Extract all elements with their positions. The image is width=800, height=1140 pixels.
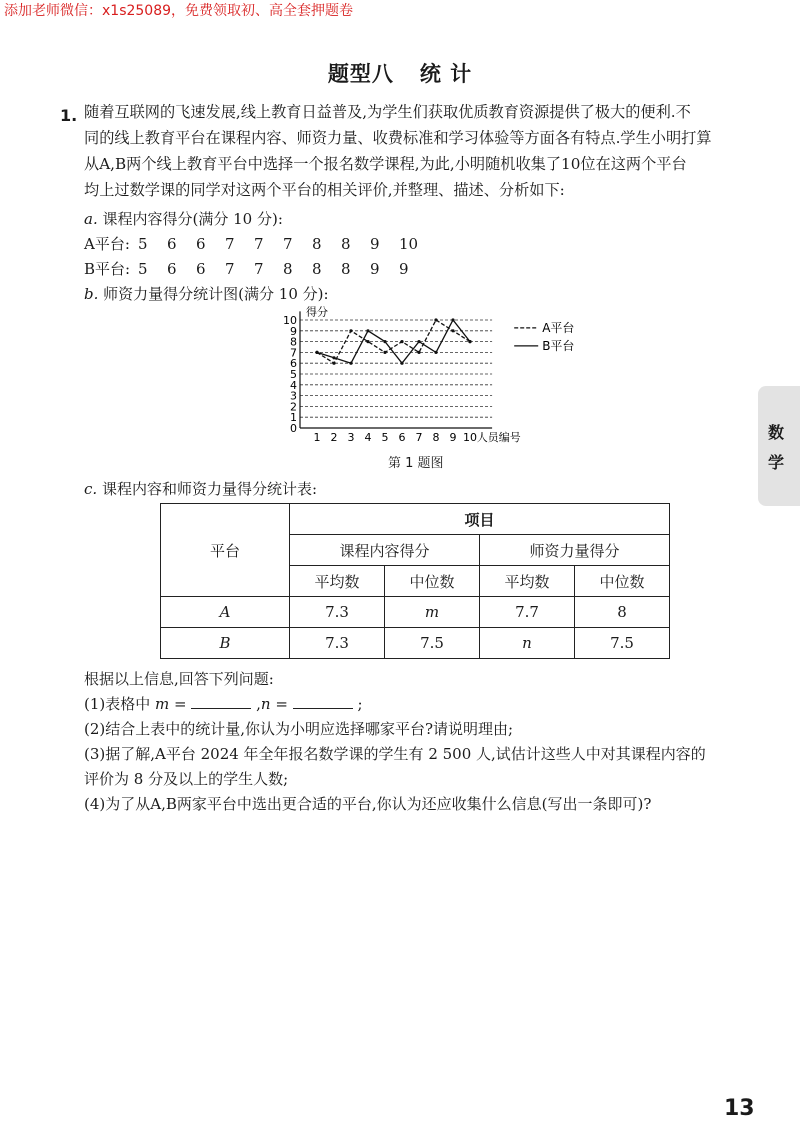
- part-c-heading: [84, 478, 317, 499]
- part-c-label: c.: [84, 480, 98, 498]
- question-number: 1.: [60, 106, 78, 125]
- q1-end: ;: [352, 695, 363, 713]
- a-score: 5: [138, 235, 148, 253]
- row-teacher-mean: n: [480, 628, 575, 659]
- q1-var-n: n: [260, 695, 271, 713]
- b-score: 8: [312, 260, 322, 278]
- intro-line-2: 同的线上教育平台在课程内容、师资力量、收费标准和学习体验等方面各有特点.学生小明打算: [84, 129, 712, 147]
- data-point: [451, 318, 454, 321]
- stats-table: [160, 503, 670, 659]
- b-score: 5: [138, 260, 148, 278]
- q1-prefix: (1)表格中: [84, 695, 156, 713]
- sub-question-1: [84, 693, 363, 714]
- table-row: [161, 628, 670, 659]
- part-c-title: 课程内容和师资力量得分统计表:: [101, 480, 318, 498]
- section-title: [0, 58, 800, 88]
- a-score: 9: [370, 235, 380, 253]
- data-point: [366, 340, 369, 343]
- part-b-heading: [84, 283, 329, 304]
- row-teacher-median: 7.5: [575, 628, 670, 659]
- x-tick-label: 9: [449, 431, 457, 444]
- table-header-platform: 平台: [161, 504, 290, 597]
- col-content-median: 中位数: [385, 566, 480, 597]
- y-tick-label: 2: [290, 400, 297, 414]
- row-content-median: 7.5: [385, 628, 480, 659]
- col-content-mean: 平均数: [290, 566, 385, 597]
- a-scores-row: [84, 233, 428, 254]
- table-header-content: 课程内容得分: [290, 535, 480, 566]
- data-point: [451, 329, 454, 332]
- q1-sep: ,: [251, 695, 261, 713]
- data-point: [417, 340, 420, 343]
- side-tab-char-2: 学: [768, 453, 785, 472]
- part-b-label: b.: [84, 285, 99, 303]
- row-content-mean: 7.3: [290, 597, 385, 628]
- b-scores-row: [84, 258, 428, 279]
- data-point: [349, 329, 352, 332]
- a-score: 6: [196, 235, 206, 253]
- x-tick-label: 6: [398, 431, 406, 444]
- y-tick-label: 9: [290, 324, 297, 338]
- row-teacher-mean: 7.7: [480, 597, 575, 628]
- figure-caption: 第 1 题图: [388, 456, 444, 471]
- table-row: [161, 597, 670, 628]
- data-point: [417, 351, 420, 354]
- row-teacher-median: 8: [575, 597, 670, 628]
- y-tick-label: 0: [290, 422, 297, 435]
- data-point: [383, 351, 386, 354]
- table-header-project: 项目: [290, 504, 670, 535]
- intro-line-1: 随着互联网的飞速发展,线上教育日益普及,为学生们获取优质教育资源提供了极大的便利.不: [84, 103, 691, 121]
- data-point: [349, 362, 352, 365]
- x-tick-label: 8: [432, 431, 440, 444]
- x-tick-label: 4: [364, 431, 372, 444]
- legend-label: A平台: [542, 320, 575, 335]
- data-point: [332, 356, 335, 359]
- part-b-title: 师资力量得分统计图(满分 10 分):: [103, 285, 329, 303]
- data-point: [434, 318, 437, 321]
- sub-question-3-line1: (3)据了解,A平台 2024 年全年报名数学课的学生有 2 500 人,试估计这些人中对其课程内容的: [84, 745, 706, 763]
- data-point: [400, 362, 403, 365]
- x-tick-label: 7: [415, 431, 423, 444]
- b-score: 7: [225, 260, 235, 278]
- q1-equals-2: =: [270, 695, 293, 713]
- a-score: 10: [399, 235, 419, 253]
- a-score: 7: [225, 235, 235, 253]
- y-axis-label: 得分: [306, 305, 328, 319]
- a-score: 8: [341, 235, 351, 253]
- y-tick-label: 1: [290, 411, 297, 425]
- b-score: 6: [167, 260, 177, 278]
- y-tick-label: 5: [290, 368, 297, 381]
- teacher-score-chart: [270, 305, 575, 450]
- row-platform: B: [161, 628, 290, 659]
- row-content-mean: 7.3: [290, 628, 385, 659]
- sub-question-4: (4)为了从A,B两家平台中选出更合适的平台,你认为还应收集什么信息(写出一条即可)?: [84, 795, 652, 813]
- page-number: 13: [724, 1096, 755, 1121]
- x-tick-label: 2: [330, 431, 338, 444]
- b-score: 9: [399, 260, 409, 278]
- data-point: [434, 351, 437, 354]
- part-a-heading: [84, 208, 283, 229]
- y-tick-label: 10: [283, 314, 297, 327]
- side-tab-char-1: 数: [768, 423, 785, 442]
- part-a-title: 课程内容得分(满分 10 分):: [102, 210, 283, 228]
- b-platform-label: B平台:: [84, 260, 131, 278]
- q1-equals: =: [169, 695, 192, 713]
- a-score: 7: [254, 235, 264, 253]
- blank-m[interactable]: [191, 694, 251, 709]
- part-a-label: a.: [84, 210, 98, 228]
- data-point: [366, 329, 369, 332]
- sub-question-2: (2)结合上表中的统计量,你认为小明应选择哪家平台?请说明理由;: [84, 720, 514, 738]
- answer-prompt: 根据以上信息,回答下列问题:: [84, 670, 274, 688]
- row-platform: A: [161, 597, 290, 628]
- b-score: 8: [341, 260, 351, 278]
- row-content-median: m: [385, 597, 480, 628]
- legend-label: B平台: [542, 338, 575, 353]
- x-tick-label: 3: [347, 431, 355, 444]
- a-score: 6: [167, 235, 177, 253]
- subject-side-tab: [758, 386, 800, 506]
- a-score: 7: [283, 235, 293, 253]
- watermark-text: 添加老师微信：x1s25089，免费领取初、高全套押题卷: [4, 3, 354, 19]
- section-title-a: 题型八: [327, 62, 394, 86]
- y-tick-label: 7: [290, 346, 297, 360]
- data-point: [400, 340, 403, 343]
- table-header-teacher: 师资力量得分: [480, 535, 670, 566]
- col-teacher-mean: 平均数: [480, 566, 575, 597]
- x-tick-label: 1: [313, 431, 321, 444]
- col-teacher-median: 中位数: [575, 566, 670, 597]
- a-score: 8: [312, 235, 322, 253]
- x-axis-label: 人员编号: [476, 431, 521, 444]
- intro-line-3: 从A,B两个线上教育平台中选择一个报名数学课程,为此,小明随机收集了10位在这两个平台: [84, 155, 687, 173]
- data-point: [383, 340, 386, 343]
- data-point: [315, 351, 318, 354]
- b-score: 6: [196, 260, 206, 278]
- data-point: [332, 362, 335, 365]
- b-score: 7: [254, 260, 264, 278]
- blank-n[interactable]: [293, 694, 353, 709]
- data-point: [468, 340, 471, 343]
- y-tick-label: 6: [290, 357, 297, 371]
- sub-question-3-line2: 评价为 8 分及以上的学生人数;: [84, 770, 289, 788]
- q1-var-m: m: [155, 695, 170, 713]
- y-tick-label: 4: [290, 378, 297, 392]
- y-tick-label: 8: [290, 335, 297, 349]
- b-score: 8: [283, 260, 293, 278]
- intro-line-4: 均上过数学课的同学对这两个平台的相关评价,并整理、描述、分析如下:: [84, 181, 565, 199]
- section-title-b: 统 计: [419, 62, 473, 86]
- y-tick-label: 3: [290, 389, 297, 403]
- b-score: 9: [370, 260, 380, 278]
- x-tick-label: 10: [463, 431, 477, 444]
- x-tick-label: 5: [381, 431, 389, 444]
- a-platform-label: A平台:: [84, 235, 130, 253]
